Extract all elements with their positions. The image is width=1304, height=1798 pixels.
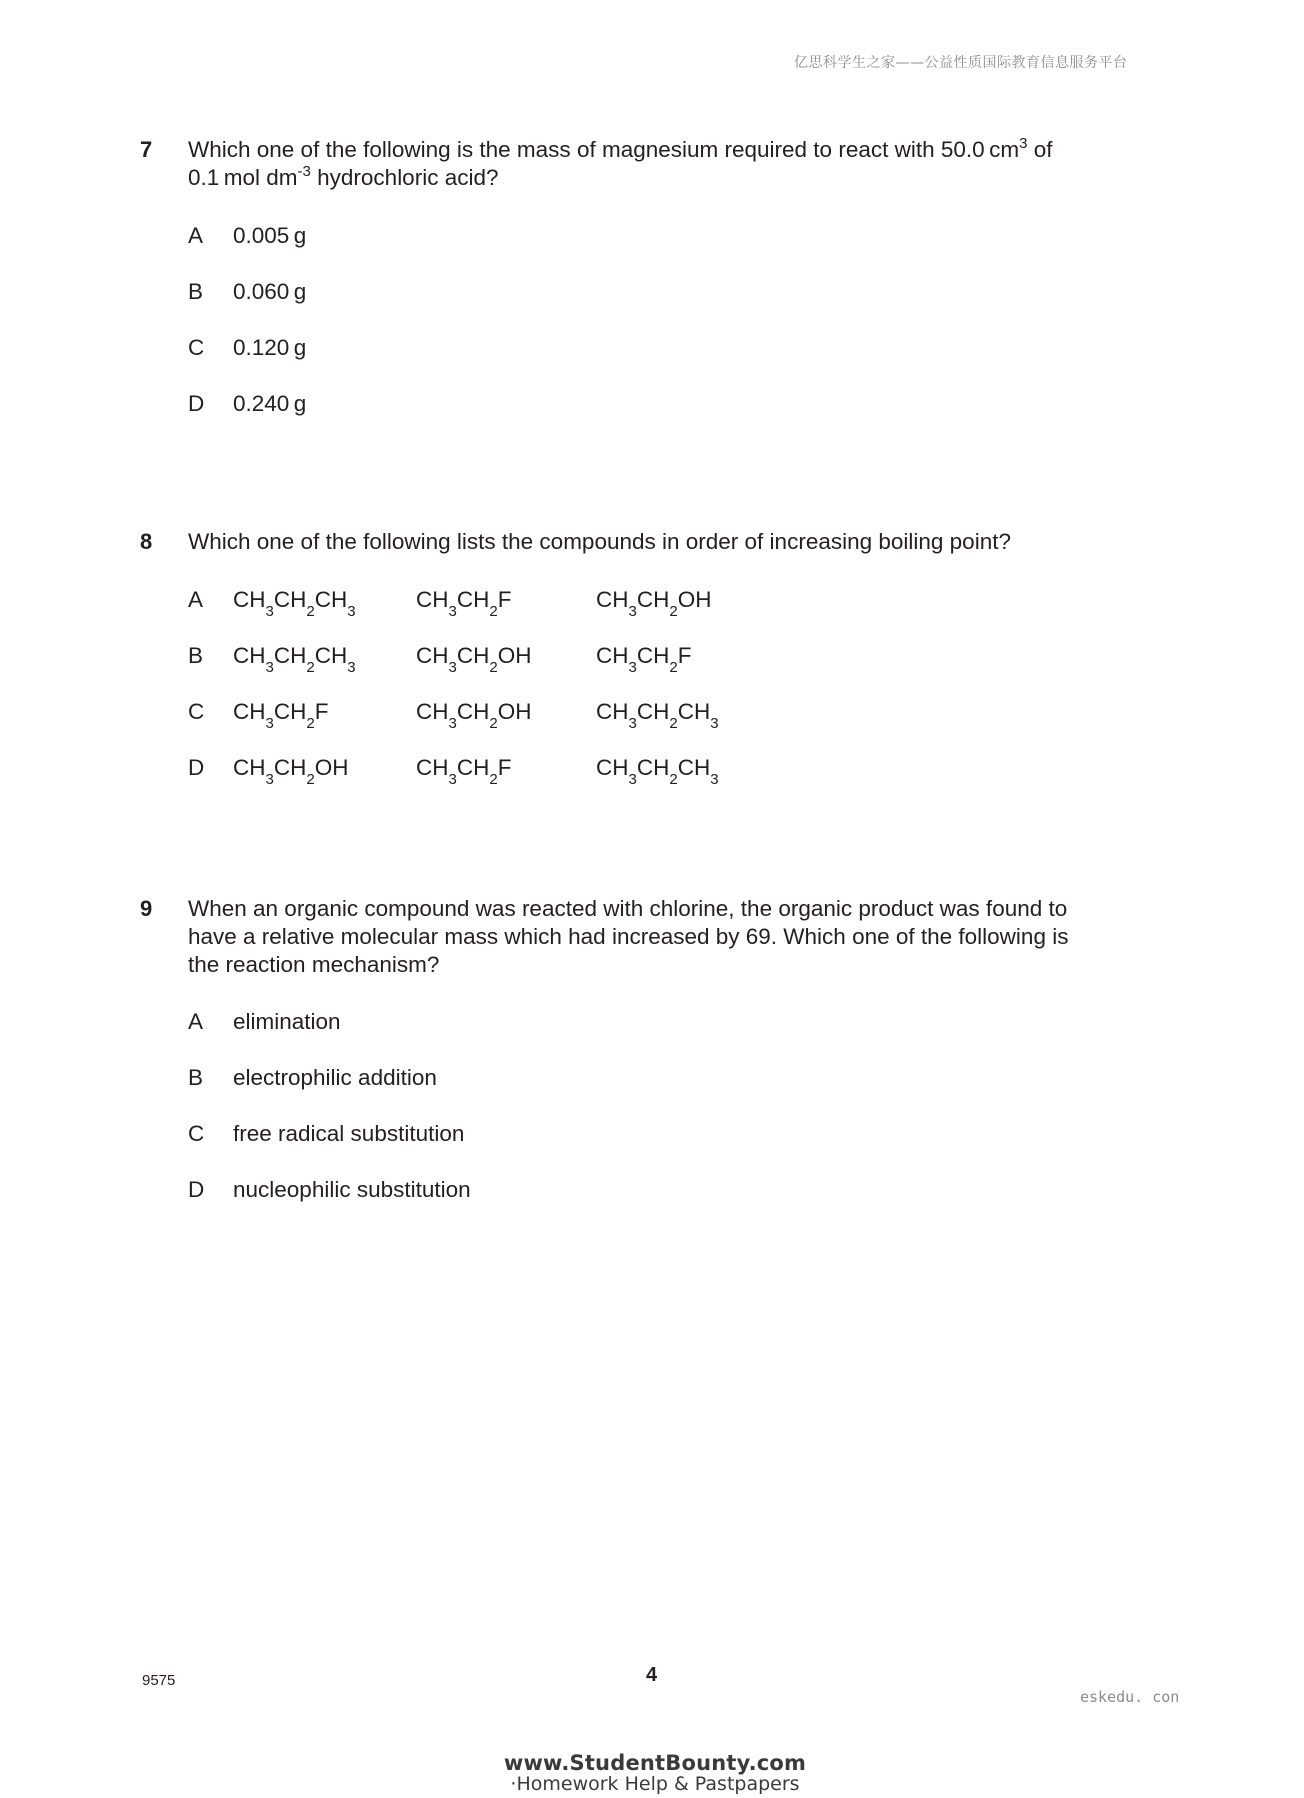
- option-letter: A: [188, 223, 204, 248]
- option-letter: C: [188, 335, 205, 360]
- question-number: 7: [140, 137, 153, 162]
- compound-formula: $CH_3CH_2CH_3$: [596, 699, 719, 732]
- option-value: 0.120 g: [233, 335, 307, 360]
- question-text-part: Which one of the following is the mass of magnesium required to react with 50.0 cm: [188, 137, 1020, 162]
- option-value: elimination: [233, 1009, 341, 1034]
- logo-tagline: ·Homework Help & Pastpapers: [510, 1773, 800, 1795]
- superscript: -3: [297, 162, 311, 180]
- question-number: 8: [140, 529, 153, 554]
- question-text-part: of: [1027, 137, 1053, 162]
- question-text-part: 0.1 mol dm: [188, 165, 298, 190]
- logo-url: www.StudentBounty.com: [503, 1751, 807, 1775]
- superscript: 3: [1019, 134, 1028, 152]
- compound-formula: $CH_3CH_2F$: [596, 643, 692, 676]
- question-text-line: the reaction mechanism?: [188, 952, 440, 977]
- header-watermark: 亿思科学生之家——公益性质国际教育信息服务平台: [794, 55, 1128, 71]
- compound-formula: $CH_3CH_2CH_3$: [596, 755, 719, 788]
- option-letter: B: [188, 1065, 204, 1090]
- compound-formula: $CH_3CH_2OH$: [233, 755, 349, 788]
- option-value: free radical substitution: [233, 1121, 465, 1146]
- question-text: [188, 895, 1188, 979]
- option-letter: C: [188, 699, 205, 724]
- question-number: 9: [140, 896, 153, 921]
- question-text-part: hydrochloric acid?: [310, 165, 499, 190]
- option-value: nucleophilic substitution: [233, 1177, 471, 1202]
- option-letter: C: [188, 1121, 205, 1146]
- question-text: [188, 136, 1188, 192]
- option-letter: D: [188, 755, 205, 780]
- option-letter: A: [188, 1009, 204, 1034]
- option-value: 0.005 g: [233, 223, 307, 248]
- option-letter: D: [188, 391, 205, 416]
- paper-code: 9575: [142, 1672, 176, 1689]
- option-letter: B: [188, 279, 204, 304]
- compound-formula: $CH_3CH_2F$: [233, 699, 329, 732]
- site-watermark: eskedu. con: [1080, 1688, 1180, 1706]
- question-text-line: When an organic compound was reacted with chlorine, the organic product was found to: [188, 896, 1068, 921]
- question-text: Which one of the following lists the compounds in order of increasing boiling point?: [188, 529, 1011, 554]
- compound-formula: $CH_3CH_2OH$: [596, 587, 712, 620]
- compound-formula: $CH_3CH_2F$: [416, 587, 512, 620]
- option-letter: D: [188, 1177, 205, 1202]
- compound-formula: $CH_3CH_2OH$: [416, 699, 532, 732]
- page-number: 4: [646, 1664, 658, 1686]
- option-letter: A: [188, 587, 204, 612]
- option-value: 0.060 g: [233, 279, 307, 304]
- question-text-line: have a relative molecular mass which had increased by 69. Which one of the following is: [188, 924, 1069, 949]
- option-value: electrophilic addition: [233, 1065, 437, 1090]
- option-letter: B: [188, 643, 204, 668]
- compound-formula: $CH_3CH_2CH_3$: [233, 643, 356, 676]
- studentbounty-logo: [500, 1752, 810, 1794]
- compound-formula: $CH_3CH_2F$: [416, 755, 512, 788]
- compound-formula: $CH_3CH_2CH_3$: [233, 587, 356, 620]
- option-value: 0.240 g: [233, 391, 307, 416]
- compound-formula: $CH_3CH_2OH$: [416, 643, 532, 676]
